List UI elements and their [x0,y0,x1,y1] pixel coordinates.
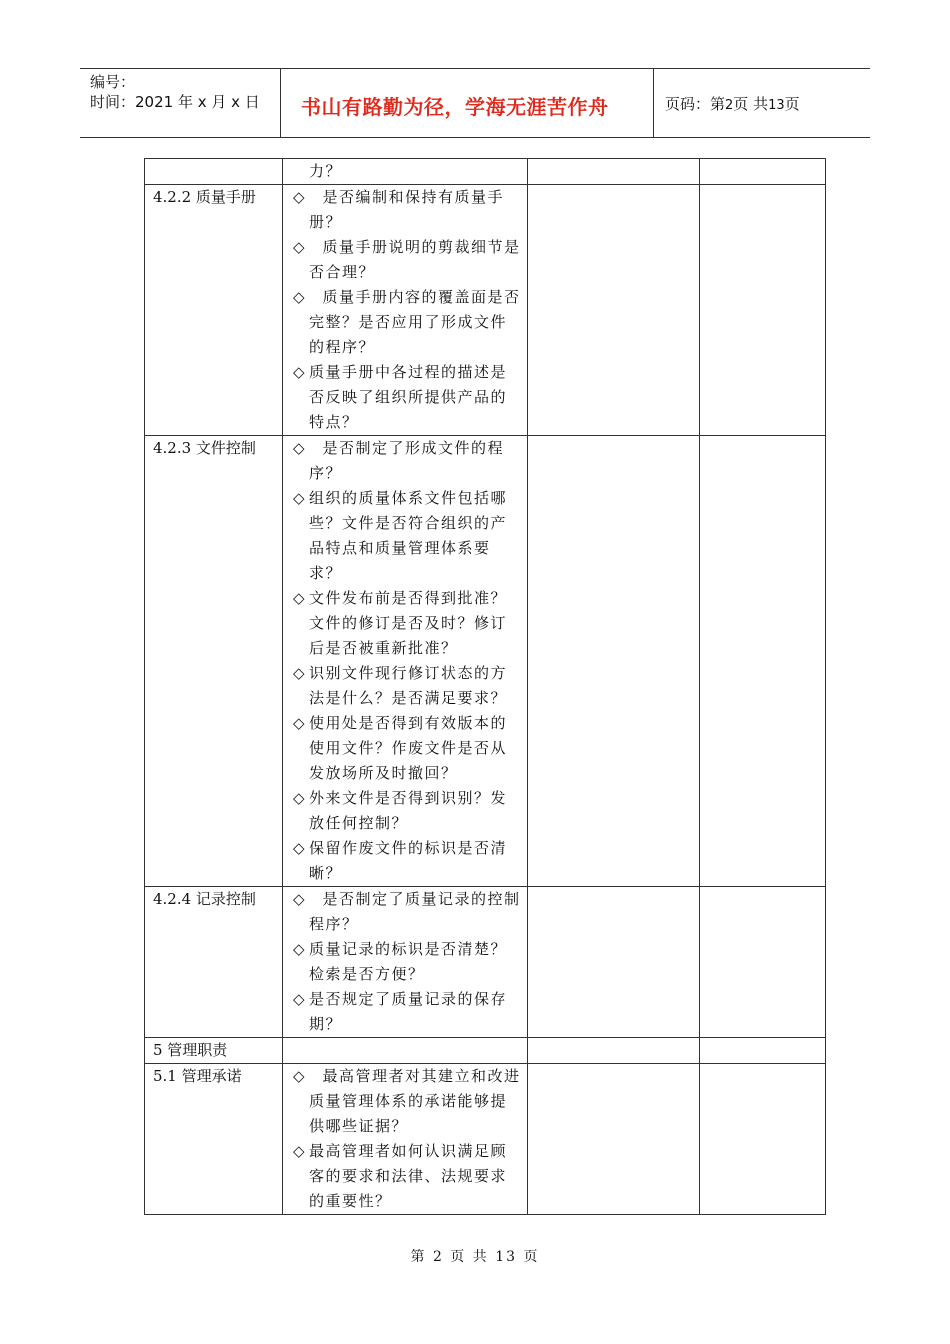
remark-cell [700,887,826,1038]
clause-cell: 4.2.4 记录控制 [145,887,283,1038]
table-row [145,1038,826,1064]
question-cell [283,1064,528,1215]
remark-cell [700,436,826,887]
document-number-label: 编号： [90,73,136,91]
checklist-question: 是否制定了形成文件的程序？ [309,439,505,482]
record-cell [528,185,700,436]
checklist-item [293,185,521,235]
checklist-question: 是否制定了质量记录的控制程序？ [309,890,521,933]
checklist-item [293,436,521,486]
checklist-item [293,937,521,987]
header-page-info [665,93,800,114]
diamond-bullet-icon: ◇ [293,789,307,807]
checklist-question: 是否规定了质量记录的保存期？ [309,990,508,1033]
checklist-question: 质量手册中各过程的描述是否反映了组织所提供产品的特点？ [309,363,508,431]
diamond-bullet-icon: ◇ [293,188,307,206]
continuation-text: 力？ [309,162,343,180]
checklist-question: 质量手册说明的剪裁细节是否合理？ [309,238,521,281]
table-row [145,436,826,887]
checklist-question: 外来文件是否得到识别？发放任何控制？ [309,789,508,832]
question-cell [283,185,528,436]
clause-cell: 4.2.2 质量手册 [145,185,283,436]
document-time-label: 时间：2021 年 x 月 x 日 [90,93,260,111]
checklist-question: 质量记录的标识是否清楚？检索是否方便？ [309,940,508,983]
header-meta [80,69,281,137]
checklist-item [293,661,521,711]
diamond-bullet-icon: ◇ [293,1142,307,1160]
page-number: 2 [725,98,734,113]
checklist-question: 识别文件现行修订状态的方法是什么？是否满足要求？ [309,664,508,707]
diamond-bullet-icon: ◇ [293,990,307,1008]
checklist-question: 是否编制和保持有质量手册？ [309,188,505,231]
table-row [145,887,826,1038]
checklist-question: 组织的质量体系文件包括哪些？文件是否符合组织的产品特点和质量管理体系要求？ [309,489,508,582]
checklist-item [293,786,521,836]
checklist-item [293,285,521,360]
diamond-bullet-icon: ◇ [293,890,307,908]
checklist-item [293,1064,521,1139]
record-cell [528,159,700,185]
page-total: 13 [768,98,785,113]
diamond-bullet-icon: ◇ [293,439,307,457]
checklist-item [293,987,521,1037]
table-row [145,159,826,185]
remark-cell [700,1038,826,1064]
remark-cell [700,159,826,185]
question-cell [283,1038,528,1064]
table-row [145,185,826,436]
diamond-bullet-icon: ◇ [293,714,307,732]
header-motto: 书山有路勤为径，学海无涯苦作舟 [301,95,609,119]
table-row [145,1064,826,1215]
clause-cell: 5.1 管理承诺 [145,1064,283,1215]
audit-checklist-table [144,158,826,1215]
checklist-item [293,586,521,661]
remark-cell [700,1064,826,1215]
checklist-question: 最高管理者如何认识满足顾客的要求和法律、法规要求的重要性？ [309,1142,508,1210]
checklist-question: 使用处是否得到有效版本的使用文件？作废文件是否从发放场所及时撤回？ [309,714,508,782]
page-footer: 第 2 页 共 13 页 [410,1249,540,1265]
diamond-bullet-icon: ◇ [293,839,307,857]
record-cell [528,1038,700,1064]
diamond-bullet-icon: ◇ [293,940,307,958]
checklist-item [293,887,521,937]
page-header [80,68,870,138]
question-cell [283,159,528,185]
checklist-item [293,486,521,586]
checklist-question: 保留作废文件的标识是否清晰？ [309,839,508,882]
checklist-question: 文件发布前是否得到批准？文件的修订是否及时？修订后是否被重新批准？ [309,589,508,657]
record-cell [528,1064,700,1215]
clause-cell: 4.2.3 文件控制 [145,436,283,887]
question-cell [283,436,528,887]
checklist-question: 质量手册内容的覆盖面是否完整？是否应用了形成文件的程序？ [309,288,521,356]
checklist-item [293,360,521,435]
header-motto-cell [281,69,654,137]
diamond-bullet-icon: ◇ [293,589,307,607]
checklist-question: 最高管理者对其建立和改进质量管理体系的承诺能够提供哪些证据？ [309,1067,521,1135]
diamond-bullet-icon: ◇ [293,363,307,381]
page-prefix: 页码：第 [665,95,726,113]
record-cell [528,887,700,1038]
diamond-bullet-icon: ◇ [293,238,307,256]
page-mid: 页 共 [733,95,769,113]
remark-cell [700,185,826,436]
checklist-item [293,836,521,886]
diamond-bullet-icon: ◇ [293,1067,307,1085]
checklist-item [293,711,521,786]
diamond-bullet-icon: ◇ [293,489,307,507]
checklist-item [293,235,521,285]
diamond-bullet-icon: ◇ [293,288,307,306]
clause-cell: 5 管理职责 [145,1038,283,1064]
question-cell [283,887,528,1038]
checklist-item [293,1139,521,1214]
page-suffix: 页 [784,95,800,113]
record-cell [528,436,700,887]
clause-cell [145,159,283,185]
diamond-bullet-icon: ◇ [293,664,307,682]
